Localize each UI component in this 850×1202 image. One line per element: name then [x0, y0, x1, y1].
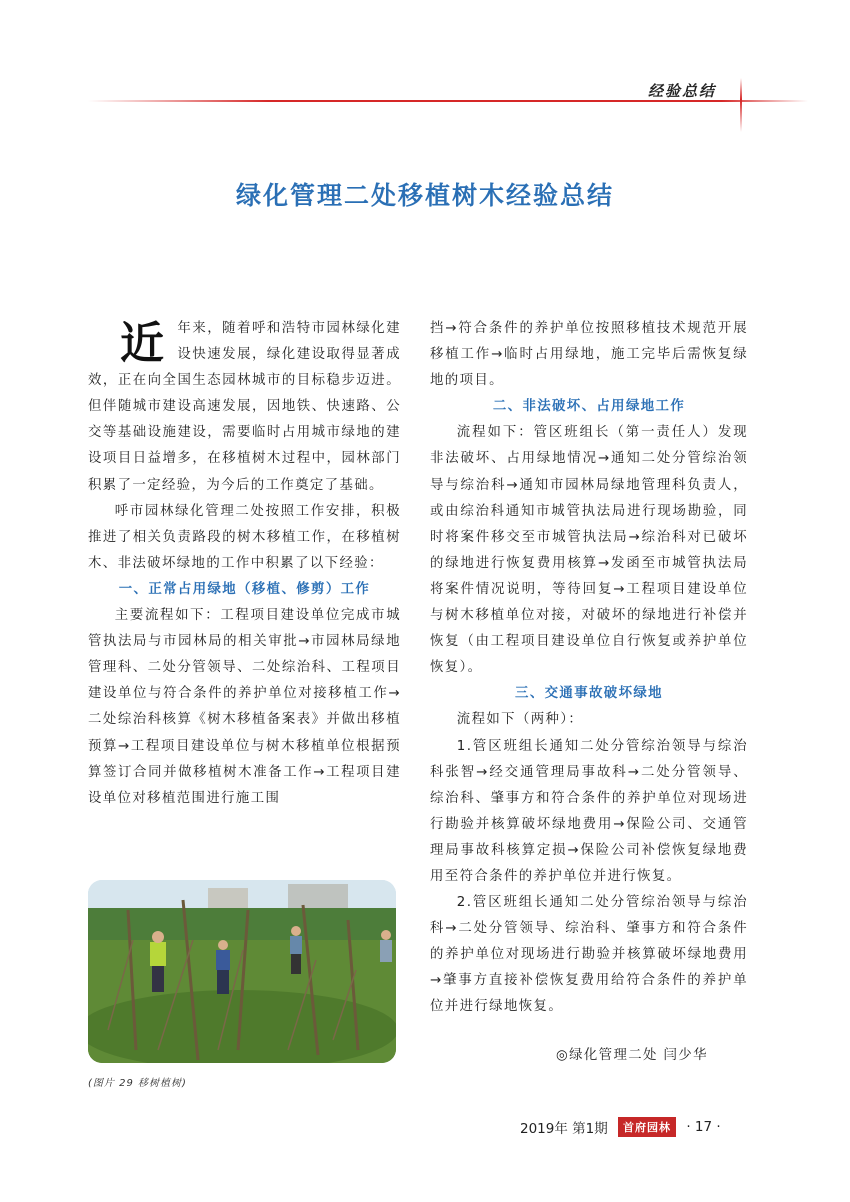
section-1-continued: 挡→符合条件的养护单位按照移植技术规范开展移植工作→临时占用绿地，施工完毕后需恢复绿地的项目。 [430, 321, 748, 389]
photo-caption: (图片 29 移树植树) [88, 1078, 187, 1089]
issue-label: 2019年 第1期 [520, 1121, 608, 1137]
heading-section-2: 二、非法破坏、占用绿地工作 [492, 399, 686, 415]
section-3-item-2: 2.管区班组长通知二处分管综治领导与综治科→二处分管领导、综治科、肇事方和符合条件的养护单位对现场进行勘验并核算破坏绿地费用→肇事方直接补偿恢复费用给符合条件的养护单位并进行绿地恢复。 [430, 895, 748, 1015]
section-3-intro: 流程如下（两种）： [456, 712, 584, 728]
intro-second-paragraph: 呼市园林绿化管理二处按照工作安排，积极推进了相关负责路段的树木移植工作，在移植树木、非法破坏绿地的工作中积累了以下经验： [88, 503, 401, 571]
page-number: · 17 · [686, 1119, 721, 1135]
intro-text: 年来，随着呼和浩特市园林绿化建设快速发展，绿化建设取得显著成效，正在向全国生态园林城市的目标稳步迈进。但伴随城市建设高速发展，因地铁、快速路、公交等基础设施建设，需要临时占用城市绿地的建设项目日益增多，在移植树木过程中，园林部门积累了一定经验，为今后的工作奠定了基础。 [88, 321, 401, 493]
heading-section-1: 一、正常占用绿地（移植、修剪）工作 [118, 581, 371, 597]
author-signature: ◎绿化管理二处 闫少华 [556, 1048, 708, 1063]
tree-planting-photo [88, 880, 396, 1063]
section-2-text: 流程如下：管区班组长（第一责任人）发现非法破坏、占用绿地情况→通知二处分管综治领导与综治科→通知市园林局绿地管理科负责人，或由综治科通知市城管执法局进行现场勘验，同时将案件移交至市城管执法局→综治科对已破坏的绿地进行恢复费用核算→发函至市城管执法局将案件情况说明，等待回复→工程项目建设单位与树木移植单位对接，对破坏的绿地进行补偿并恢复（由工程项目建设单位自行恢复或养护单位恢复）。 [430, 425, 748, 676]
page-footer [520, 1117, 721, 1137]
section-3-item-1: 1.管区班组长通知二处分管综治领导与综治科张智→经交通管理局事故科→二处分管领导、综治科、肇事方和符合条件的养护单位对现场进行勘验并核算破坏绿地费用→保险公司、交通管理局事故科核算定损→保险公司补偿恢复绿地费用至符合条件的养护单位并进行恢复。 [430, 738, 748, 884]
photo-illustration [88, 880, 396, 1063]
section-1-text: 主要流程如下：工程项目建设单位完成市城管执法局与市园林局的相关审批→市园林局绿地管理科、二处分管领导、二处综治科、工程项目建设单位与符合条件的养护单位对接移植工作→二处综治科核算《树木移植备案表》并做出移植预算→工程项目建设单位与树木移植单位根据预算签订合同并做移植树木准备工作→工程项目建设单位对移植范围进行施工围 [88, 608, 401, 806]
heading-section-3: 三、交通事故破坏绿地 [515, 686, 663, 702]
dropcap: 近 [120, 318, 166, 369]
article-title: 绿化管理二处移植树木经验总结 [235, 181, 614, 210]
section-label: 经验总结 [648, 82, 717, 100]
right-column [430, 316, 748, 1021]
intro-paragraph [88, 316, 401, 499]
magazine-logo: 首府园林 [618, 1117, 676, 1137]
header-vertical-rule [740, 78, 742, 132]
left-column [88, 316, 401, 812]
